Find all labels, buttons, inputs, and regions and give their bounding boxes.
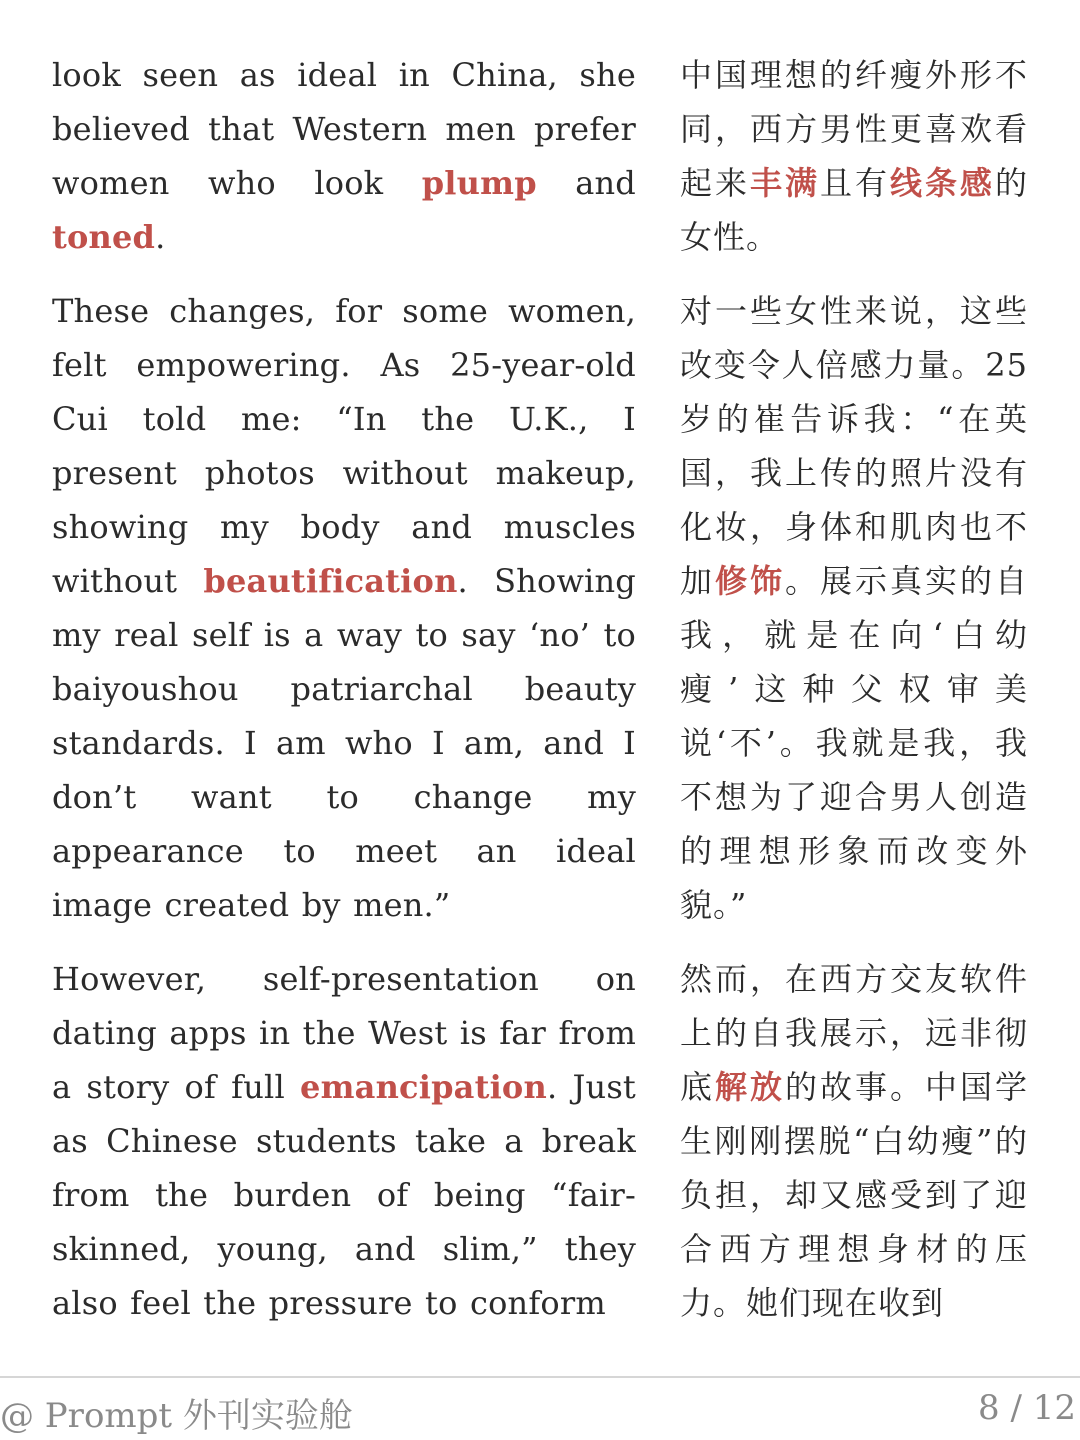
vocab-highlight-beautification: beautification bbox=[203, 562, 458, 600]
english-paragraph-1 bbox=[52, 48, 636, 264]
text-segment: . bbox=[155, 218, 166, 256]
english-column bbox=[52, 48, 636, 1350]
text-segment: 然而，在西方交友软件上的自我展示，远非彻底 bbox=[680, 960, 1028, 1106]
text-segment: and bbox=[536, 164, 636, 202]
vocab-highlight-jiefang: 解放 bbox=[715, 1068, 785, 1106]
text-segment: 且有 bbox=[819, 164, 890, 202]
text-segment: 。展示真实的自我，就是在向‘白幼瘦’这种父权审美说‘不’。我就是我，我不想为了迎合男人创造的理想形象而改变外貌。” bbox=[680, 562, 1028, 924]
text-segment: 的故事。中国学生刚刚摆脱“白幼瘦”的负担，却又感受到了迎合西方理想身材的压力。她们现在收到 bbox=[680, 1068, 1028, 1322]
text-segment: However, self-presentation on dating apps in the West is far from a story of full bbox=[52, 960, 636, 1106]
chinese-paragraph-3 bbox=[680, 952, 1028, 1330]
vocab-highlight-emancipation: emancipation bbox=[300, 1068, 547, 1106]
chinese-column bbox=[680, 48, 1028, 1350]
text-segment: 的女性。 bbox=[680, 164, 1028, 256]
text-segment: . Showing my real self is a way to say ‘no’ to baiyoushou patriarchal beauty standards. I am who I am, and I don’t want to change my appearance to meet an ideal image created by men.” bbox=[52, 562, 636, 924]
vocab-highlight-xiantiaogan: 线条感 bbox=[889, 164, 995, 202]
vocab-highlight-xiushi: 修饰 bbox=[715, 562, 785, 600]
text-segment: look seen as ideal in China, she believed that Western men prefer women who look bbox=[52, 56, 636, 202]
chinese-paragraph-1 bbox=[680, 48, 1028, 264]
english-paragraph-3 bbox=[52, 952, 636, 1330]
source-attribution: @ Prompt 外刊实验舱 bbox=[0, 1396, 353, 1436]
vocab-highlight-plump: plump bbox=[421, 164, 537, 202]
vocab-highlight-toned: toned bbox=[52, 218, 156, 256]
text-segment: 中国理想的纤瘦外形不同，西方男性更喜欢看起来 bbox=[680, 56, 1028, 202]
page-footer bbox=[0, 1376, 1080, 1440]
chinese-paragraph-2 bbox=[680, 284, 1028, 932]
page-indicator: 8 / 12 bbox=[978, 1388, 1076, 1428]
text-segment: These changes, for some women, felt empowering. As 25-year-old Cui told me: “In the U.K., I present photos without makeup, showing my body and muscles without bbox=[52, 292, 636, 600]
text-segment: 对一些女性来说，这些改变令人倍感力量。25岁的崔告诉我：“在英国，我上传的照片没有化妆，身体和肌肉也不加 bbox=[680, 292, 1028, 600]
text-segment: . Just as Chinese students take a break from the burden of being “fair-skinned, young, and slim,” they also feel the pressure to conform bbox=[52, 1068, 636, 1322]
vocab-highlight-fengman: 丰满 bbox=[749, 164, 820, 202]
english-paragraph-2 bbox=[52, 284, 636, 932]
